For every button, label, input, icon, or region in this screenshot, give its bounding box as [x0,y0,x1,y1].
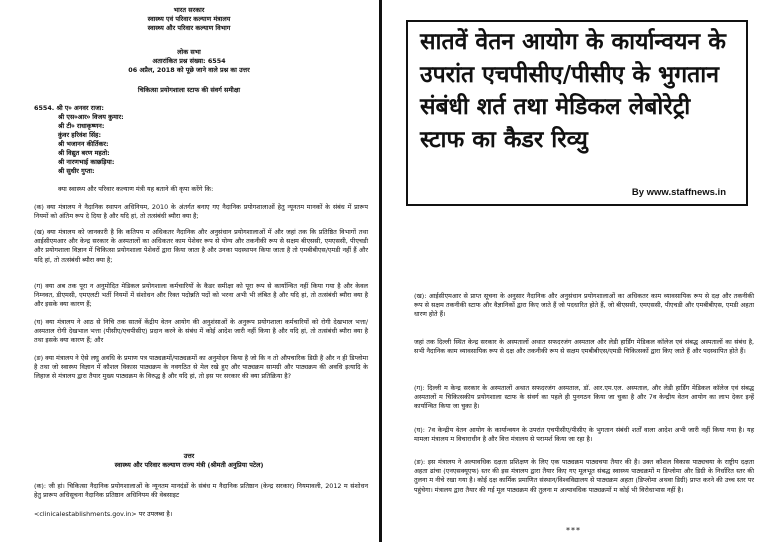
header-line-2: स्वास्थ्य एवं परिवार कल्याण मंत्रालय [147,15,231,23]
header-line-1: भारत सरकार [173,6,205,14]
member-line: श्री टी० राधाकृष्णन: [58,122,105,130]
member-line: श्री सुधीर गुप्ता: [58,167,95,175]
question-number: अतारांकित प्रश्न संख्या: 6554 [152,57,226,65]
answer-paragraph-nga: (ङ): इस मंत्रालय ने अल्पावधिक दक्षता प्रशिक्षण के लिए एक पाठ्यक्रम पाठ्यचया तैयार की है। उक्त कौशल विकास पाठ्यचया के राष्ट्रीय दक्षता अहता ढांचा (एनएसक्यूएफ) स्तर की इस मंत्रालय द्वारा तैयार किए गए मूलभूत संबद्ध स्वास्थ्य पाठ्यक्रमों म डिप्लोमा और डिग्री के निर्धारित स्तर की तुलना म नीचे रखा गया है। कोई दक्ष कार्मिक प्रमाणित संस्थान/विश्वविद्यालय से पाठ्यक्रम अहता (डिप्लोमा अथवा डिग्री) प्राप्त करने की उच्च स्तर पर पहुंचेगा। मंत्रालय द्वारा तैयार की गई मूल पाठ्यक्रम की तुलना म अल्पावधिक पाठ्यक्रमों म कोई भी विरोधाभास नहीं है। [414,458,754,494]
answer-paragraph-ga: (ग): दिल्ली म केन्द्र सरकार के अस्पतालों अथात सफदरजंग अस्पताल, डॉ. आर.एम.एल. अस्पताल, और लेडी हार्डिंग मेडिकल कॉलेज एवं संबद्ध अस्पतालों म चिकित्सकीय प्रयोगशाला स्टाफ के संवर्ग का पहले ही पुनगठन किया जा चुका है और 7व केन्द्रीय वेतन आयोग का लाभ देकर इन्हें कार्यान्वित किया जा चुका है। [414,384,754,411]
subject-title: चिकित्सा प्रयोगशाला स्टाफ की संवर्ग समीक्षा [137,86,241,94]
source-byline: By www.staffnews.in [631,187,726,198]
column-divider [379,0,382,542]
question-intro: क्या स्वास्थ्य और परिवार कल्याण मंत्री यह बताने की कृपा करेंगे कि: [58,185,214,193]
header-line-3: स्वास्थ्य और परिवार कल्याण विभाग [147,24,231,32]
answer-paragraph-hospitals: जहां तक दिल्ली स्थित केन्द्र सरकार के अस्पतालों अथात सफदरजंग अस्पताल और लेडी हार्डिंग मेडिकल कॉलेज एवं संबद्ध अस्पतालों का संबंध है, सभी नैदानिक काम व्यावसायिक रूप से दक्ष और तकनीकी रूप से सक्षम एमबीबीएस/एमडी चिकित्सकों द्वारा किए जाते हैं और पदस्थापित होते हैं। [414,338,754,356]
house-name: लोक सभा [177,48,201,56]
answer-paragraph-gha: (घ): 7व केन्द्रीय वेतन आयोग के कार्यान्वयन के उपरांत एचपीसीए/पीसीए के भुगतान संबंधी शर्तों वाला आदेश अभी जारी नहीं किया गया है। यह मामला मंत्रालय म विचाराधीन है और वित्त मंत्रालय से परामर्श किया जा रहा है। [414,426,754,444]
member-line: श्री भजानन कीर्तिकर: [58,140,109,148]
member-line: श्री नारणभाई काछड़िया: [58,158,115,166]
question-paragraph-ka: (क) क्या मंत्रालय ने नैदानिक स्थापन अधिनियम, 2010 के अंतर्गत बनाए गए नैदानिक प्रयोगशालाओं हेतु न्यूनतम मानकों के संबंध में प्रारूप नियमों को अंतिम रूप दे दिया है और यदि हां, तो तत्संबंधी ब्यौरा क्या है; [34,203,368,221]
answer-heading: उत्तर [183,452,195,460]
member-line: 6554. श्री ए० अनवर राजा: [34,104,104,112]
answer-paragraph-kha: (ख): आईसीएमआर से प्राप्त सूचना के अनुसार नैदानिक और अनुसंधान प्रयोगशालाओं का अधिकतर काम व्यावसायिक रूप से दक्ष और तकनीकी रूप से सक्षम तकनीकी स्टाफ और वैज्ञानिकों द्वारा किए जाते हैं जो पदधारित होते हैं, जो बीएससी, एमएससी, पीएचडी और एमबीबीएस, एमडी अहता धारण होते हैं। [414,292,754,319]
website-line: <clinicalestablishments.gov.in> पर उपलब्ध है। [34,510,173,518]
answer-minister: स्वास्थ्य और परिवार कल्याण राज्य मंत्री (श्रीमती अनुप्रिया पटेल) [114,461,264,469]
answer-date: 06 अप्रैल, 2018 को पूछे जाने वाले प्रश्न का उत्तर [128,66,250,74]
end-mark: *** [566,526,581,535]
member-line: श्री एस०आर० विजय कुमार: [58,113,124,121]
question-paragraph-nga: (ङ) क्या मंत्रालय ने ऐसे लघु अवधि के प्रमाण पत्र पाठ्यक्रमों/पाठ्यक्रमों का अनुमोदन किया है जो कि न तो औपचारिक डिग्री है और न ही डिप्लोमा है तथा जो स्वास्थ्य विज्ञान में कौशल विकास पाठ्यक्रम के नवगठित से मेल रखे हुए और पाठ्यक्रम सामग्री और पाठ्यक्रम की अवधि इत्यादि के लिहाज से मंत्रालय द्वारा तैयार मुख्य पाठ्यक्रम के विरुद्ध है और यदि हां, तो इस पर सरकार की क्या प्रतिक्रिया है? [34,354,368,381]
headline-title: सातवें वेतन आयोग के कार्यान्वयन के उपरांत एचपीसीए/पीसीए के भुगतान संबंधी शर्त तथा मेडिकल लेबोरेट्री स्टाफ का कैडर रिव्यु [420,29,726,153]
member-line: कुंवर हरिवंश सिंह: [58,131,102,139]
member-line: श्री विद्युत बरण महतो: [58,149,110,157]
question-paragraph-gha: (घ) क्या मंत्रालय ने आठ से निचि तक सातवें केंद्रीय वेतन आयोग की अनुशंसाओं के अनुरूप प्रयोगशाला कर्मचारियों को रोगी देखभाल भत्ता/अस्पताल रोगी देखभाल भत्ता (पीसीए/एचपीसीए) प्रदान करने के संबंध में कोई आदेश जारी नहीं किया है और यदि हां, तो तत्संबंधी ब्यौरा क्या है तथा इसके क्या कारण हैं; और [34,318,368,345]
left-document-page [0,0,378,542]
question-paragraph-ga: (ग) क्या अब तक पूरा न अनुमोदित मेडिकल प्रयोगशाला कर्मचारियों के कैडर समीक्षा को पूरा रूप से कार्यान्वित नहीं किया गया है और केवल निम्नवत, डीएमसी, एमएलटी भर्ती नियमों में संशोधन और रिक्त पदोन्नति पदों को भरना अभी भी लंबित है और यदि हां, तो तत्संबंधी ब्यौरा क्या है और इसके क्या कारण हैं; [34,282,368,309]
answer-paragraph-ka: (क): जी हां। चिकित्सा नैदानिक प्रयोगशालाओं के न्यूनतम मानदंडों के संबंध म नैदानिक प्रतिष्ठान (केन्द्र सरकार) नियमावली, 2012 म संशोधन हेतु प्रारूप अधिसूचना नैदानिक प्रतिष्ठान अधिनियम की वेबसाइट [34,482,368,500]
question-paragraph-kha: (ख) क्या मंत्रालय को जानकारी है कि कतिपय म अधिकतर नैदानिक और अनुसंधान प्रयोगशालाओं में और जहां तक कि प्रतिष्ठित विभागों तथा आईसीएमआर और केन्द्र सरकार के अस्पतालों का अधिकतर काम पेशेवर रूप से योग्य और तकनीकी रूप से सक्षम बीएससी, एमएससी, पीएचडी और प्रयोगशाला विज्ञान में चिकित्सा प्रयोगशाला पेशेवरों द्वारा किया जाता है और उनका पदस्थापन किया जाता है तो एमबीबीएस/एमडी नहीं हैं और यदि हां, तो तत्संबंधी ब्यौरा क्या है; [34,228,368,264]
headline-box [406,20,748,206]
